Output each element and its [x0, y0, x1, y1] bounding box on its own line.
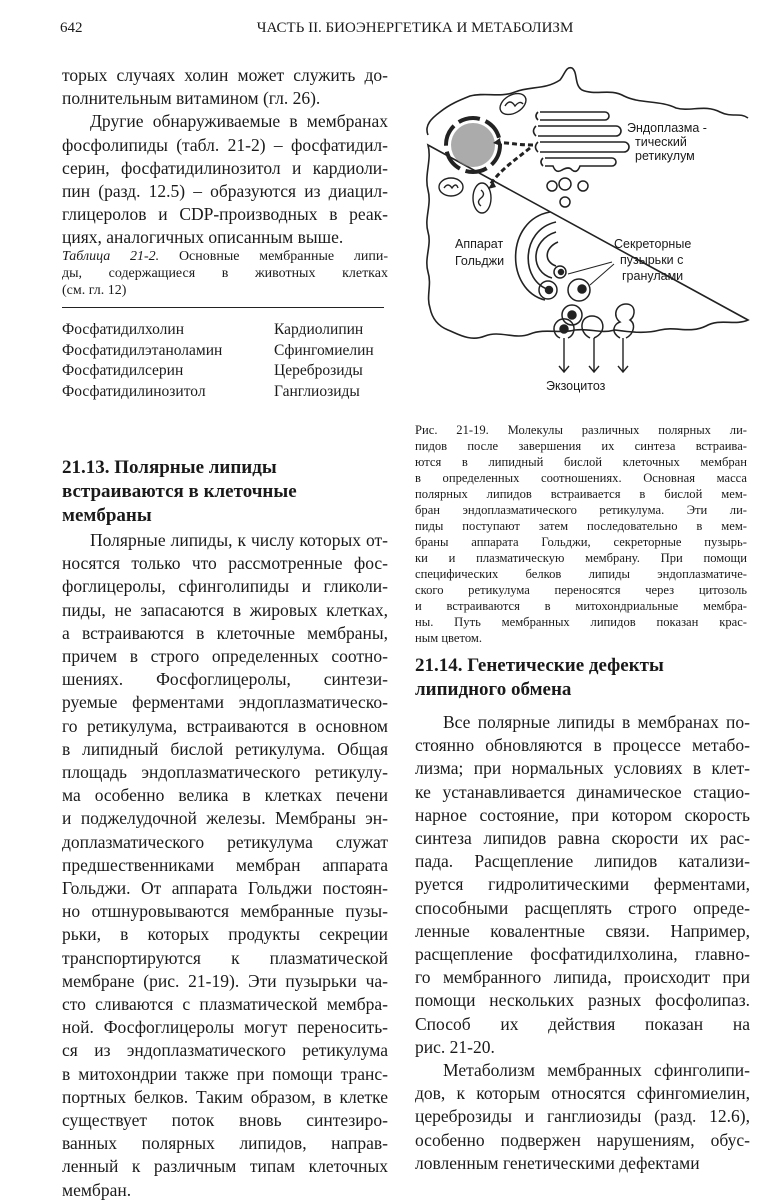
- caption-line: пиды поступают затем последовательно в мем-: [415, 519, 747, 533]
- endoplasmic-reticulum: [534, 112, 630, 171]
- caption-line: ны. Путь мембранных липидов показан крас-: [415, 615, 747, 629]
- label-golgi: [455, 236, 504, 270]
- caption-line: полярных липидов встраивается в бислой мем-: [415, 487, 747, 501]
- caption-line: бран эндоплазматического ретикулума. Эти ли-: [415, 503, 747, 517]
- text-line: а встраиваются в клеточные мембраны,: [62, 622, 388, 643]
- paragraph: [415, 1059, 750, 1175]
- label-secretory-vesicles: [614, 236, 691, 284]
- caption-line: пидов после завершения их синтеза встраива-: [415, 439, 747, 453]
- text-line: мембран.: [62, 1179, 132, 1200]
- text-line: Полярные липиды, к числу которых от-: [90, 530, 388, 550]
- text-line: ловленным генетическими дефектами: [415, 1152, 700, 1173]
- text-line: доплазматического ретикулума служат: [62, 831, 388, 852]
- heading-line: встраиваются в клеточные: [62, 481, 297, 502]
- section-21-14-body: [415, 711, 750, 1175]
- caption-line: браны аппарата Гольджи, секреторные пузырь-: [415, 535, 747, 549]
- cell-diagram: [410, 55, 750, 405]
- heading-line: 21.13. Полярные липиды: [62, 457, 277, 478]
- table-cell: Фосфатидилхолин: [62, 321, 184, 338]
- caption-line: и встраиваются в митохондриальные мембра-: [415, 599, 747, 613]
- figure-caption: [415, 422, 747, 646]
- caption-line: специфических белков липиды эндоплазматиче-: [415, 567, 747, 581]
- table-caption: [62, 248, 388, 299]
- text-line: го ретикулума, встраиваются в основном: [62, 715, 388, 736]
- table-top-rule: [62, 307, 384, 308]
- text-line: серин, фосфатидилинозитол и кардиоли-: [62, 157, 388, 178]
- text-line: фоглицеролы, сфинголипиды и гликоли-: [62, 576, 388, 597]
- text-line: пада. Расщепление липидов катализи-: [415, 851, 750, 872]
- text-line: портных белков. Таким образом, в клетке: [62, 1086, 388, 1107]
- text-line: го мембранного липида, происходит при: [415, 967, 750, 988]
- table-cell: Фосфатидилинозитол: [62, 382, 206, 400]
- text-line: пиды, не запасаются в жировых клетках,: [62, 599, 388, 620]
- text-line: способными расщеплять строго опреде-: [415, 897, 750, 918]
- text-line: ма особенно велика в клетках печени: [62, 785, 388, 806]
- paragraph: [62, 110, 388, 249]
- table-column-1: [62, 320, 222, 402]
- label-er-line: Эндоплазма -: [627, 121, 707, 135]
- text-line: рис. 21-20.: [415, 1036, 495, 1057]
- text-line: сто сливаются с плазматической мембра-: [62, 994, 388, 1015]
- text-line: ке устанавливается динамическое стацио-: [415, 781, 750, 802]
- intro-text: [62, 64, 388, 250]
- paragraph: [62, 64, 388, 110]
- table-cell: Фосфатидилсерин: [62, 362, 184, 379]
- text-line: Способ их действия показан на: [415, 1013, 750, 1034]
- figure-21-19: [410, 55, 750, 405]
- text-line: торых случаях холин может служить до-: [62, 65, 388, 85]
- text-line: Метаболизм мембранных сфинголипи-: [443, 1060, 750, 1081]
- text-line: рьки, в которых продукты секреции: [62, 924, 388, 945]
- exocytosis-arrows: [559, 338, 628, 372]
- label-golgi-line: Гольджи: [455, 254, 505, 268]
- caption-line: ского ретикулума переносятся через цитозоль: [415, 583, 747, 597]
- text-line: причем в строго определенных соотно-: [62, 646, 388, 667]
- text-line: предшественниками мембран аппарата: [62, 854, 388, 875]
- text-line: носятся только что рассмотренные фос-: [62, 553, 388, 574]
- heading-line: липидного обмена: [415, 679, 572, 700]
- heading-line: мембраны: [62, 505, 152, 526]
- text-line: существует поток вновь синтезиро-: [62, 1110, 388, 1131]
- label-er-line: тический: [635, 135, 687, 149]
- label-golgi-line: Аппарат: [455, 237, 504, 251]
- text-line: ной. Фосфоглицеролы могут переносить-: [62, 1017, 388, 1038]
- table-cell: Сфингомиелин: [274, 341, 374, 359]
- table-caption-line: ды, содержащиеся в животных клетках: [62, 266, 388, 281]
- caption-line: ным цветом.: [415, 631, 483, 645]
- table-label: Таблица 21-2.: [62, 249, 160, 264]
- text-line: шениях. Фосфоглицеролы, синтези-: [62, 669, 388, 690]
- text-line: лизма; при нормальных условиях в клет-: [415, 758, 750, 779]
- running-title: ЧАСТЬ II. БИОЭНЕРГЕТИКА И МЕТАБОЛИЗМ: [256, 20, 574, 36]
- caption-line: ки и плазматическую мембрану. При помощи: [415, 551, 747, 565]
- table-caption-line: [62, 248, 388, 265]
- section-heading-21-13: [62, 456, 388, 528]
- text-line: полнительным витамином (гл. 26).: [62, 88, 321, 109]
- text-line: в липидный бислой ретикулума. Общая: [62, 738, 388, 759]
- transport-vesicles: [547, 178, 588, 207]
- table-cell: Кардиолипин: [274, 321, 364, 338]
- text-line: расщепление фосфатидилхолина, главно-: [415, 944, 750, 965]
- text-line: помощи нескольких разных фосфолипаз.: [415, 990, 750, 1011]
- text-line: фосфолипиды (табл. 21-2) – фосфатидил-: [62, 134, 388, 155]
- text-line: но отшнуровываются мембранные пузы-: [62, 901, 388, 922]
- label-er-line: ретикулум: [635, 149, 695, 163]
- text-line: и поджелудочной железы. Мембраны эн-: [62, 808, 388, 829]
- text-line: синтеза липидов равна скорости их рас-: [415, 828, 750, 849]
- table-caption-line: (см. гл. 12): [62, 283, 127, 298]
- table-column-2: [274, 320, 374, 402]
- text-line: в митохондрии также при помощи транс-: [62, 1063, 388, 1084]
- text-line: дов, к которым относятся сфингомиелин,: [415, 1083, 750, 1104]
- section-heading-21-14: [415, 654, 747, 702]
- text-line: стоянно обновляются в процессе метабо-: [415, 735, 750, 756]
- label-vesicles-line: гранулами: [622, 269, 684, 283]
- text-line: Гольджи. От аппарата Гольджи постоян-: [62, 878, 388, 899]
- paragraph: [62, 529, 388, 1202]
- text-line: глицеролов и CDP-производных в реак-: [62, 204, 388, 225]
- text-line: транспортируются к плазматической: [62, 947, 388, 968]
- text-line: особенно подвержен нарушениям, обус-: [415, 1129, 750, 1150]
- text-line: Другие обнаруживаемые в мембранах: [90, 111, 388, 132]
- page-number: 642: [60, 20, 83, 36]
- text-line: площадь эндоплазматического ретикулу-: [62, 762, 388, 783]
- caption-line: Рис. 21-19. Молекулы различных полярных ли-: [415, 423, 747, 437]
- paragraph: [415, 711, 750, 1059]
- text-line: ванных полярных липидов, направ-: [62, 1133, 388, 1154]
- table-cell: Ганглиозиды: [274, 382, 360, 400]
- text-line: руется гидролитическими ферментами,: [415, 874, 750, 895]
- text-line: ленный к различным типам клеточных: [62, 1156, 388, 1177]
- heading-line: 21.14. Генетические дефекты: [415, 655, 664, 676]
- text-line: мембране (рис. 21-19). Эти пузырьки ча-: [62, 970, 388, 991]
- section-21-13-body: [62, 529, 388, 1202]
- table-cell: Цереброзиды: [274, 362, 363, 379]
- label-vesicles-line: пузырьки с: [620, 253, 684, 267]
- label-pointers: [568, 262, 614, 285]
- caption-line: ются в липидный бислой клеточных мембран: [415, 455, 747, 469]
- text-line: ленные ковалентные связи. Например,: [415, 920, 750, 941]
- text-line: пин (разд. 12.5) – образуются из диацил-: [62, 181, 388, 202]
- lipid-transport-arrows: [490, 143, 533, 185]
- label-er: [627, 121, 707, 163]
- nucleus: [446, 118, 500, 172]
- table-caption-text: Основные мембранные липи-: [178, 249, 388, 264]
- text-line: цереброзиды и ганглиозиды (разд. 12.6),: [415, 1106, 750, 1127]
- text-line: нарное состояние, при котором скорость: [415, 804, 750, 825]
- text-line: руемые ферментами эндоплазматическо-: [62, 692, 388, 713]
- label-exocytosis: Экзоцитоз: [546, 379, 606, 393]
- secretory-vesicles: [539, 266, 590, 325]
- table-cell: Фосфатидилэтаноламин: [62, 341, 223, 359]
- text-line: Все полярные липиды в мембранах по-: [443, 712, 750, 732]
- text-line: ся из эндоплазматического ретикулума: [62, 1040, 388, 1061]
- caption-line: в определенных соотношениях. Основная масса: [415, 471, 747, 485]
- text-line: циях, аналогичных описанным выше.: [62, 227, 344, 248]
- exocytosis-vesicles: [554, 304, 634, 338]
- label-vesicles-line: Секреторные: [614, 237, 692, 251]
